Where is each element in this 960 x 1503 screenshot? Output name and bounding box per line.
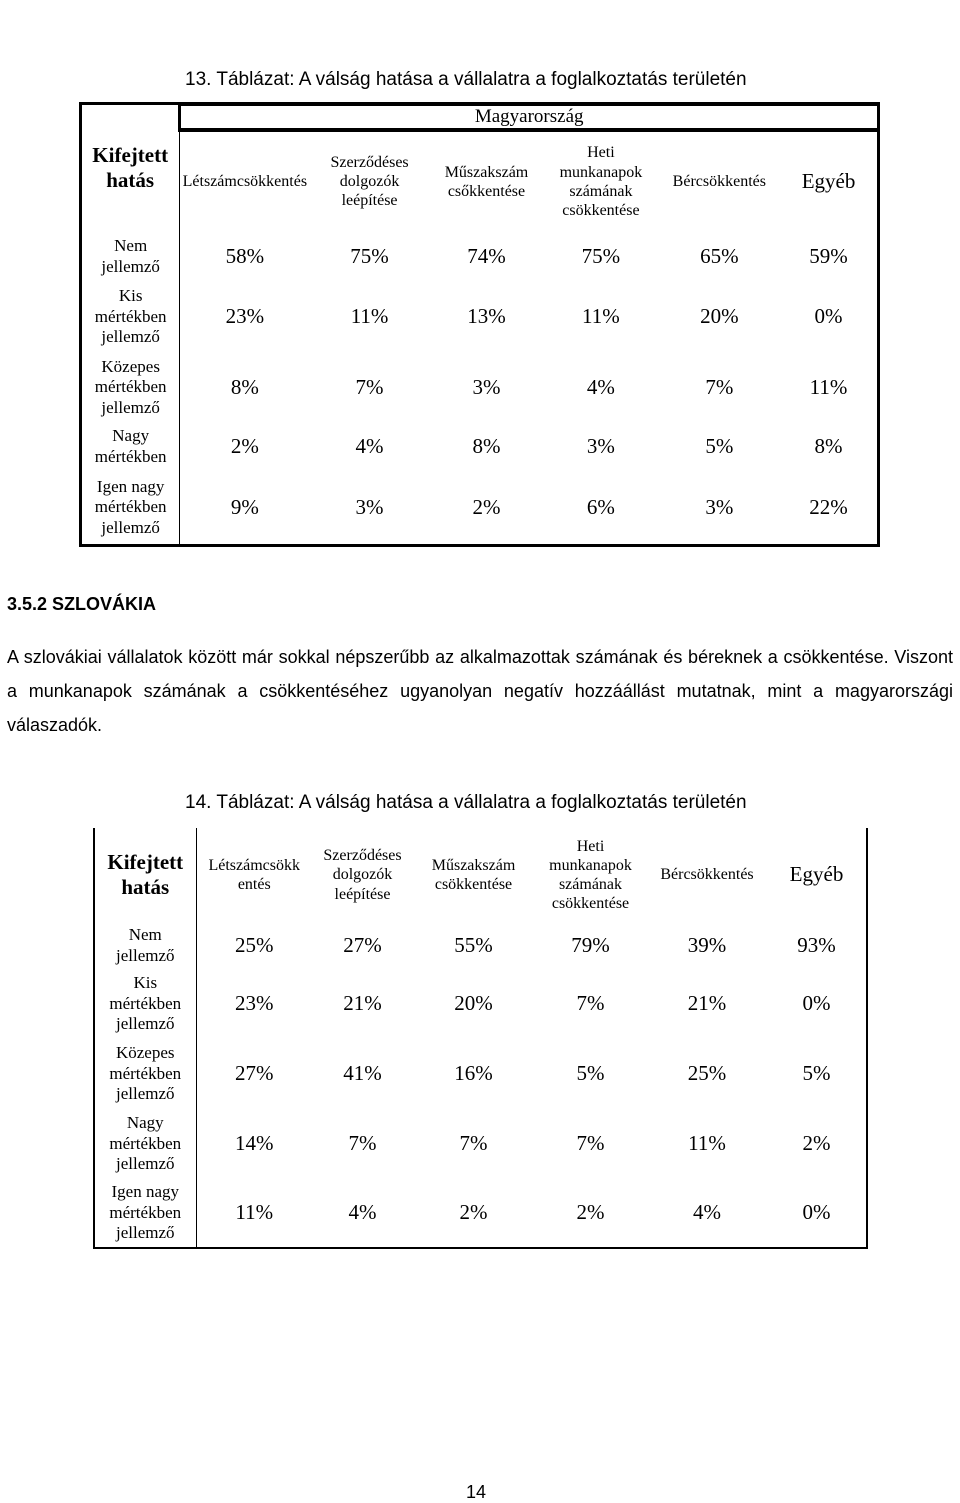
col-header-heti-munkanapok: Heti munkanapok számának csökkentése: [549, 837, 632, 913]
table-14-caption: 14. Táblázat: A válság hatása a vállalatra a foglalkoztatás területén: [185, 792, 747, 813]
cell-value: 79%: [571, 932, 610, 957]
cell-value: 7%: [576, 1131, 605, 1156]
table-row: [81, 352, 879, 422]
cell-value: 5%: [802, 1061, 831, 1086]
cell-value: 8%: [814, 434, 843, 459]
cell-value: 25%: [235, 932, 274, 957]
row-label: Közepes mértékben jellemző: [81, 352, 180, 422]
table-14: [93, 828, 868, 1249]
group-header-magyarorszag: Magyarország: [180, 104, 879, 131]
cell-value: 11%: [688, 1131, 726, 1156]
section-heading: 3.5.2 SZLOVÁKIA: [7, 594, 157, 614]
cell-value: 8%: [230, 374, 259, 399]
table-row: [94, 922, 867, 969]
table-row: [94, 969, 867, 1039]
cell-value: 13%: [467, 304, 506, 329]
cell-value: 55%: [454, 932, 493, 957]
cell-value: 2%: [472, 494, 501, 519]
table-row: [81, 282, 879, 352]
cell-value: 4%: [586, 374, 615, 399]
cell-value: 20%: [454, 991, 493, 1016]
row-label: Közepes mértékben jellemző: [94, 1039, 196, 1109]
col-header-egyeb: Egyéb: [801, 169, 856, 194]
cell-value: 11%: [809, 374, 848, 399]
table-row: [81, 231, 879, 281]
cell-value: 93%: [797, 932, 836, 957]
cell-value: 0%: [802, 1200, 831, 1225]
row-label: Kis mértékben jellemző: [94, 969, 196, 1039]
col-header-szerzodeses: Szerződéses dolgozók leépítése: [330, 153, 409, 210]
cell-value: 14%: [235, 1131, 274, 1156]
cell-value: 11%: [582, 304, 620, 329]
cell-value: 9%: [230, 494, 259, 519]
cell-value: 7%: [576, 991, 605, 1016]
cell-value: 25%: [687, 1061, 727, 1086]
row-label: Kis mértékben jellemző: [81, 282, 180, 352]
cell-value: 23%: [235, 991, 274, 1016]
row-label: Nagy mértékben: [81, 423, 180, 471]
row-label: Nem jellemző: [81, 231, 180, 281]
cell-value: 3%: [586, 434, 615, 459]
table-row: [94, 1039, 867, 1109]
cell-value: 3%: [472, 374, 501, 399]
table-13-caption: 13. Táblázat: A válság hatása a vállalatra a foglalkoztatás területén: [185, 69, 747, 90]
col-header-letszam: Létszámcsökk entés: [208, 856, 301, 893]
cell-value: 6%: [586, 494, 615, 519]
col-header-bercsokkentes: Bércsökkentés: [672, 173, 766, 191]
table-row: [94, 1179, 867, 1248]
col-header-muszakszam: Műszakszám csőkkentése: [444, 163, 529, 200]
cell-value: 21%: [343, 991, 382, 1016]
row-label: Nagy mértékben jellemző: [94, 1109, 196, 1179]
col-header-letszam: Létszámcsökkentés: [182, 173, 308, 191]
cell-value: 0%: [802, 991, 831, 1016]
col-header-szerzodeses: Szerződéses dolgozók leépítése: [323, 847, 402, 903]
cell-value: 2%: [802, 1131, 831, 1156]
cell-value: 4%: [693, 1200, 721, 1225]
cell-value: 3%: [705, 494, 734, 519]
col-header-muszakszam: Műszakszám csökkentése: [431, 856, 516, 893]
cell-value: 20%: [700, 304, 739, 329]
cell-value: 11%: [235, 1200, 274, 1225]
cell-value: 58%: [225, 243, 265, 268]
cell-value: 8%: [472, 434, 501, 459]
row-label: Igen nagy mértékben jellemző: [81, 471, 180, 546]
stub-header: [81, 104, 180, 232]
cell-value: 2%: [576, 1200, 605, 1225]
cell-value: 39%: [687, 932, 727, 957]
row-label: Nem jellemző: [94, 922, 196, 969]
cell-value: 5%: [576, 1061, 605, 1086]
cell-value: 27%: [343, 932, 382, 957]
table-row: [81, 423, 879, 471]
cell-value: 75%: [581, 243, 621, 268]
cell-value: 74%: [467, 243, 506, 268]
col-header-bercsokkentes: Bércsökkentés: [660, 866, 754, 884]
cell-value: 2%: [230, 434, 259, 459]
cell-value: 5%: [705, 434, 734, 459]
cell-value: 41%: [343, 1061, 382, 1086]
cell-value: 4%: [355, 434, 384, 459]
stub-header-line: hatás: [121, 875, 170, 899]
cell-value: 2%: [459, 1200, 488, 1225]
cell-value: 27%: [235, 1061, 274, 1086]
cell-value: 3%: [355, 494, 384, 519]
cell-value: 11%: [350, 304, 389, 329]
cell-value: 7%: [348, 1131, 377, 1156]
paragraph-text: A szlovákiai vállalatok között már sokkal népszerűbb az alkalmazottak számának és béreknek a csökkentése. Viszont a munkanapok számának a csökkentéséhez ugyanolyan negatív hozzáállást mutatnak, mint a magyarországi válaszadók.: [7, 647, 953, 735]
stub-header-line: Kifejtett: [92, 142, 169, 167]
cell-value: 7%: [705, 374, 734, 399]
cell-value: 23%: [225, 304, 265, 329]
cell-value: 22%: [809, 494, 848, 519]
section-paragraph: [7, 640, 953, 742]
col-header-egyeb: Egyéb: [789, 862, 844, 887]
cell-value: 7%: [459, 1131, 488, 1156]
table-row: [81, 471, 879, 546]
col-header-heti-munkanapok: Heti munkanapok számának csökkentése: [559, 144, 643, 219]
row-label: Igen nagy mértékben jellemző: [94, 1179, 196, 1248]
stub-header: [94, 828, 196, 922]
table-13: [79, 102, 880, 547]
stub-header-line: hatás: [106, 168, 155, 193]
cell-value: 65%: [700, 243, 739, 268]
table-row: [94, 1109, 867, 1179]
cell-value: 21%: [687, 991, 727, 1016]
cell-value: 7%: [355, 374, 384, 399]
cell-value: 4%: [348, 1200, 377, 1225]
cell-value: 16%: [454, 1061, 493, 1086]
cell-value: 59%: [809, 243, 848, 268]
cell-value: 0%: [814, 304, 843, 329]
stub-header-line: Kifejtett: [107, 849, 184, 874]
cell-value: 75%: [350, 243, 389, 268]
page-number: 14: [466, 1482, 487, 1502]
